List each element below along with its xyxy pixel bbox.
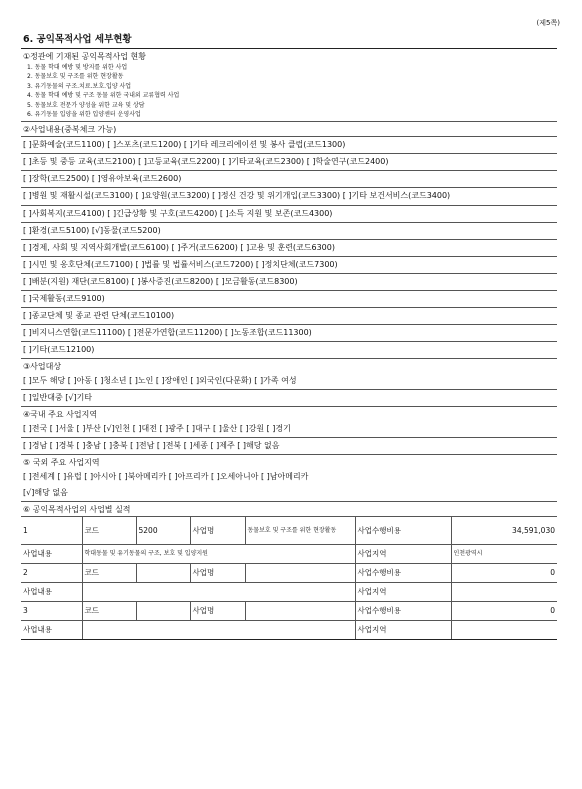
results-heading: ⑥ 공익목적사업의 사업별 실적 [21, 502, 557, 517]
overseas-region-heading: ⑤ 국외 주요 사업지역 [23, 457, 100, 467]
region-value[interactable] [451, 620, 557, 639]
article-item: 1. 동물 학대 예방 및 방지를 위한 사업 [27, 64, 128, 71]
region-label: 사업지역 [355, 544, 451, 563]
article-item: 3. 유기동물의 구조.치료.보호.입양 사업 [27, 82, 132, 90]
content-value[interactable] [82, 582, 355, 601]
entry-number: 2 [21, 563, 82, 582]
overseas-region-row[interactable]: [ ]전세계 [ ]유럽 [ ]아시아 [ ]북아메리카 [ ]아프리카 [ ]오세아니아 [ ]남아메리카 [23, 471, 309, 481]
content-value[interactable] [82, 620, 355, 639]
business-content-row[interactable]: [ ]초등 및 중등 교육(코드2100) [ ]고등교육(코드2200) [ ]기타교육(코드2300) [ ]학술연구(코드2400) [21, 154, 557, 171]
code-value[interactable]: 5200 [136, 517, 190, 545]
cost-value[interactable]: 0 [451, 563, 557, 582]
articles-list [21, 63, 557, 122]
result-row [21, 563, 557, 582]
result-detail-row [21, 620, 557, 639]
business-content-row[interactable]: [ ]배분(지원) 재단(코드8100) [ ]봉사증진(코드8200) [ ]모금활동(코드8300) [21, 274, 557, 291]
overseas-region-row[interactable]: [√]해당 없음 [21, 485, 557, 502]
code-label: 코드 [82, 563, 136, 582]
business-content-row[interactable]: [ ]시민 및 옹호단체(코드7100) [ ]법률 및 법률서비스(코드7200) [ ]정치단체(코드7300) [21, 257, 557, 274]
result-row [21, 601, 557, 620]
code-label: 코드 [82, 601, 136, 620]
result-detail-row [21, 582, 557, 601]
region-value[interactable]: 인천광역시 [451, 544, 557, 563]
region-value[interactable] [451, 582, 557, 601]
cost-label: 사업수행비용 [355, 517, 451, 545]
business-content-row[interactable]: [ ]국제활동(코드9100) [21, 291, 557, 308]
content-value[interactable]: 학대동물 및 유기동물의 구조, 보호 및 입양지원 [82, 544, 355, 563]
results-table [21, 517, 557, 640]
cost-value[interactable]: 0 [451, 601, 557, 620]
target-heading: ③사업대상 [23, 361, 62, 371]
cost-label: 사업수행비용 [355, 563, 451, 582]
articles-heading: ①정관에 기재된 공익목적사업 현황 [23, 52, 146, 61]
target-row[interactable]: [ ]모두 해당 [ ]아동 [ ]청소년 [ ]노인 [ ]장애인 [ ]외국인(다문화) [ ]가족 여성 [21, 373, 557, 390]
target-row[interactable]: [ ]일반대중 [√]기타 [21, 390, 557, 407]
article-item: 4. 동물 학대 예방 및 구조 동물 위한 국내외 교류협력 사업 [27, 92, 180, 100]
region-label: 사업지역 [355, 582, 451, 601]
article-item: 5. 동물보호 전문가 양성을 위한 교육 및 상담 [27, 101, 145, 109]
detail-form [21, 30, 557, 640]
cost-label: 사업수행비용 [355, 601, 451, 620]
business-content-row[interactable]: [ ]사회복지(코드4100) [ ]긴급상황 및 구호(코드4200) [ ]소득 지원 및 보존(코드4300) [21, 206, 557, 223]
domestic-region-row[interactable]: [ ]경남 [ ]경북 [ ]충남 [ ]충북 [ ]전남 [ ]전북 [ ]세종 [ ]제주 [ ]해당 없음 [21, 438, 557, 455]
business-content-row[interactable]: [ ]문화예술(코드1100) [ ]스포츠(코드1200) [ ]기타 레크리에이션 및 봉사 클럽(코드1300) [21, 137, 557, 154]
code-value[interactable] [136, 563, 190, 582]
entry-number: 1 [21, 517, 82, 545]
article-item: 2. 동물보호 및 구조를 위한 현장활동 [27, 73, 124, 81]
content-label: 사업내용 [21, 620, 82, 639]
code-value[interactable] [136, 601, 190, 620]
business-content-row[interactable]: [ ]종교단체 및 종교 관련 단체(코드10100) [21, 308, 557, 325]
region-label: 사업지역 [355, 620, 451, 639]
business-content-row[interactable]: [ ]병원 및 재활시설(코드3100) [ ]요양원(코드3200) [ ]정신 건강 및 위기개입(코드3300) [ ]기타 보건서비스(코드3400) [21, 188, 557, 206]
business-content-heading: ②사업내용(중복체크 가능) [21, 122, 557, 137]
business-content-row[interactable]: [ ]비지니스연합(코드11100) [ ]전문가연합(코드11200) [ ]노동조합(코드11300) [21, 325, 557, 342]
name-value[interactable]: 동물보호 및 구조를 위한 현장활동 [245, 517, 355, 545]
business-content-row[interactable]: [ ]환경(코드5100) [√]동물(코드5200) [21, 223, 557, 240]
article-item: 6. 유기동물 입양을 위한 입양센터 운영사업 [27, 111, 141, 119]
business-content-row[interactable]: [ ]장학(코드2500) [ ]영유아보육(코드2600) [21, 171, 557, 188]
section-title: 6. 공익목적사업 세부현황 [21, 30, 557, 49]
page-number-label: (제5쪽) [536, 19, 560, 27]
code-label: 코드 [82, 517, 136, 545]
name-value[interactable] [245, 601, 355, 620]
business-content-row[interactable]: [ ]경제, 사회 및 지역사회개발(코드6100) [ ]주거(코드6200) [ ]고용 및 훈련(코드6300) [21, 240, 557, 257]
cost-value[interactable]: 34,591,030 [451, 517, 557, 545]
domestic-region-heading: ④국내 주요 사업지역 [23, 409, 98, 419]
name-label: 사업명 [190, 563, 245, 582]
result-row [21, 517, 557, 545]
name-label: 사업명 [190, 601, 245, 620]
entry-number: 3 [21, 601, 82, 620]
name-label: 사업명 [190, 517, 245, 545]
content-label: 사업내용 [21, 544, 82, 563]
content-label: 사업내용 [21, 582, 82, 601]
name-value[interactable] [245, 563, 355, 582]
domestic-region-row[interactable]: [ ]전국 [ ]서울 [ ]부산 [√]인천 [ ]대전 [ ]광주 [ ]대구 [ ]울산 [ ]강원 [ ]경기 [21, 421, 557, 438]
business-content-row[interactable]: [ ]기타(코드12100) [21, 342, 557, 359]
result-detail-row [21, 544, 557, 563]
